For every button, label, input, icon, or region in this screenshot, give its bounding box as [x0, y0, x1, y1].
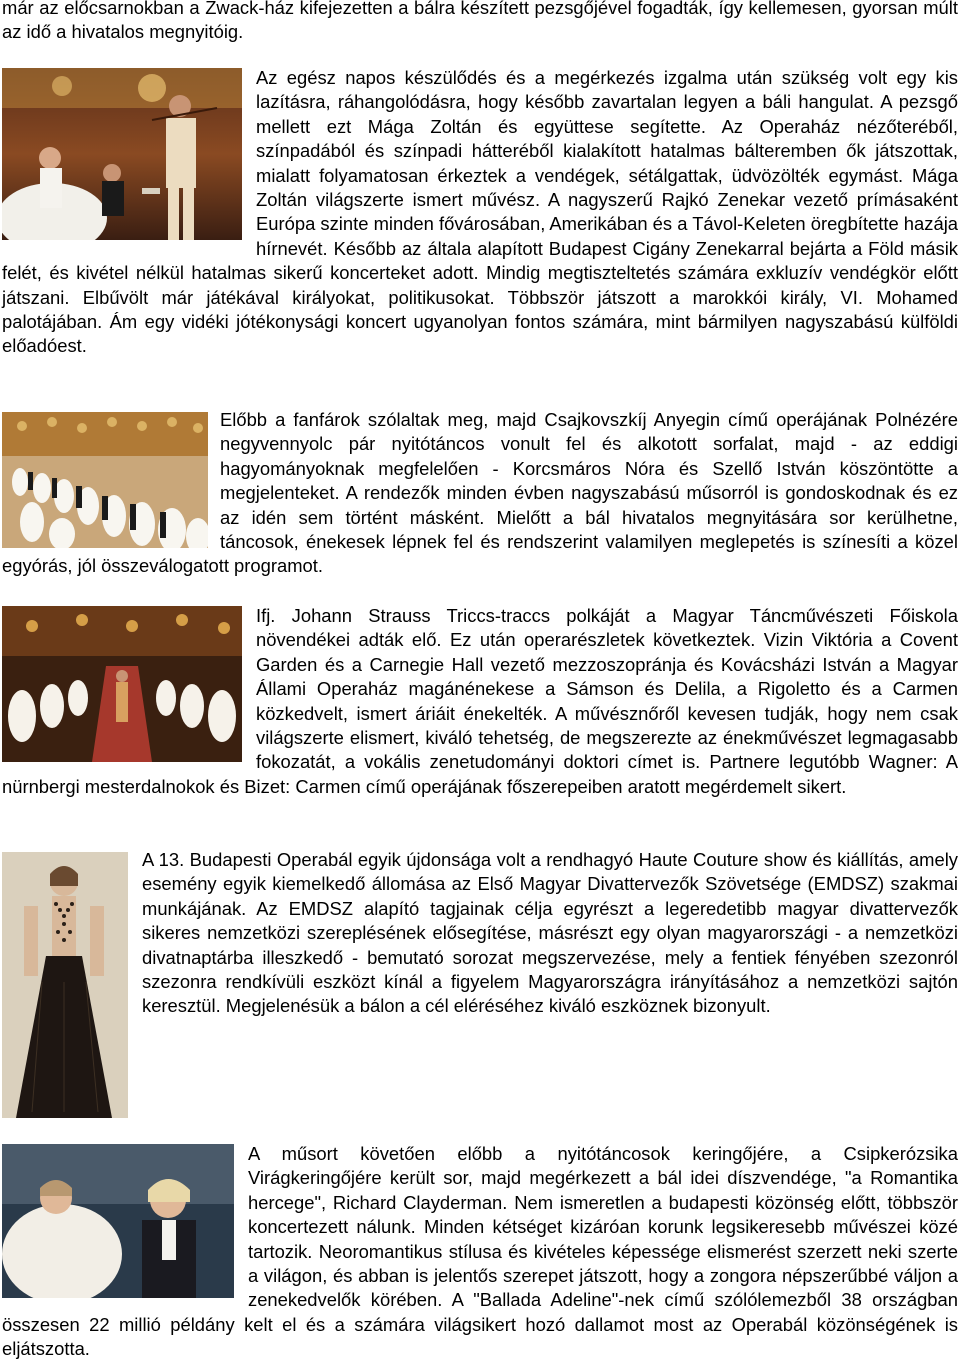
paragraph-text: A 13. Budapesti Operabál egyik újdonsága volt a rendhagyó Haute Couture show és kiállítás, amely esemény egyik kiemelkedő állomása az Első Magyar Divattervezők Szövetsége (EMDSZ) szakmai munkájának. Az EMDSZ alapító tagjainak célja egyrészt a legeredetibb magyar divattervezők sikeres nemzetközi szereplésének elősegítése, másrészt egy olyan magyarországi - a nemzetközi divatnaptárba illeszkedő - bemutató sorozat megszervezése, mely a fentiek fényében szezonról szezonra rendkívüli eszközt kínál a figyelem Magyarországra irányításához a nemzetközi sajtón keresztül. Megjelenésük a bálon a cél eléréséhez kiváló eszköznek bizonyult. — [142, 849, 958, 1017]
paragraph-clayderman — [2, 1142, 958, 1362]
paragraph-text: A műsort követően előbb a nyitótáncosok keringőjére, a Csipkerózsika Virágkeringőjére került sor, majd megérkezett a bál idei díszvendége, "a Romantika hercege", Richard Clayderman. Nem ismeretlen a budapesti közönség előtt, többször koncertezett nálunk. Minden kétséget kizáróan korunk legsikeresebb művészei közé tartozik. Neoromantikus stílusa és kivételes képessége elismerést szerzett neki szerte a világon, és abban is jelentős szerepet játszott, hogy a zongora népszerűbbé váljon a zenekedvelők körében. A "Ballada Adeline"-nek című szólólemezből 38 országban összesen 22 millió példány kelt el és a számára világsikert hozó dallamot most az Operabál közönségének is eljátszotta. — [2, 1143, 958, 1360]
photo-richard-clayderman — [2, 1144, 234, 1298]
paragraph-text: már az előcsarnokban a Zwack-ház kifejezetten a bálra készített pezsgőjével fogadták, így kellemesen, gyorsan múlt az idő a hivatalos megnyitóig. — [2, 0, 958, 43]
paragraph-reception — [2, 0, 958, 45]
photo-fashion-model — [2, 852, 128, 1118]
paragraph-text: Előbb a fanfárok szólaltak meg, majd Csajkovszkíj Anyegin című operájának Polnézére negyvennyolc pár nyitótáncos vonult fel és alkotott sorfalat, majd - az eddigi hagyományoknak megfelelően - Korcsmáros Nóra és Szellő István köszöntötte a megjelenteket. A rendezők minden évben nagyszabású műsorról is gondoskodnak és ez az idén sem történt másként. Mielőtt a bál hivatalos megnyitására sor kerülhetne, táncosok, énekesek lépnek fel és rendszerint valamilyen meglepetés is színesíti a közel egyórás, jól összeválogatott programot. — [2, 409, 958, 577]
paragraph-performances — [2, 604, 958, 799]
photo-violinist-ensemble — [2, 68, 242, 240]
paragraph-haute-couture — [2, 848, 958, 1122]
photo-opera-stage — [2, 606, 242, 762]
paragraph-text: Az egész napos készülődés és a megérkezés izgalma után szükség volt egy kis lazításra, ráhangolódásra, hogy később zavartalan legyen a báli hangulat. A pezsgő mellett ezt Mága Zoltán és együttese segítette. Az Operaház nézőteréből, színpadából és színpadi hátteréből kialakított hatalmas bálteremben ők játszottak, mialatt folyamatosan érkeztek a vendégek, sétálgattak, üdvözölték egymást. Mága Zoltán világszerte ismert művész. A nagyszerű Rajkó Zenekar vezető prímásaként Európa szinte minden fővárosában, Amerikában és a Távol-Keleten öregbítette hazája hírnevét. Később az általa alapított Budapest Cigány Zenekarral bejárta a Föld másik felét, és kivétel nélkül hatalmas sikerű koncerteket adott. Mindig megtiszteltetés számára exkluzív vendégkör előtt játszani. Elbűvölt már játékával királyokat, politikusokat. Többször játszott a marokkói király, VI. Mohamed palotájában. Ám egy vidéki jótékonysági koncert ugyanolyan fontos számára, mint bármilyen nagyszabású külföldi előadóest. — [2, 67, 959, 357]
paragraph-opening-dance — [2, 408, 958, 579]
paragraph-text: Ifj. Johann Strauss Triccs-traccs polkáját a Magyar Táncművészeti Főiskola növendékei adták elő. Ez után operarészletek következtek. Vizin Viktória a Covent Garden és a Carnegie Hall vezető mezzoszopránja és Kovácsházi István a Magyar Állami Operaház magánénekese a Sámson és Delila, a Rigoletto és a Carmen közkedvelt, ismert áriáit énekelték. A művésznőről kevesen tudják, hogy nem csak világszerte elismert, kiváló tehetség, de megszerezte az énekművészet legmagasabb fokozatát, a vokális zenetudományi doktori címet is. Partnere legutóbb Wagner: A nürnbergi mesterdalnokok és Bizet: Carmen című operájának főszerepeiben aratott megérdemelt sikert. — [2, 605, 958, 797]
photo-ballroom-dancers — [2, 412, 208, 548]
paragraph-maga-zoltan — [2, 66, 958, 359]
